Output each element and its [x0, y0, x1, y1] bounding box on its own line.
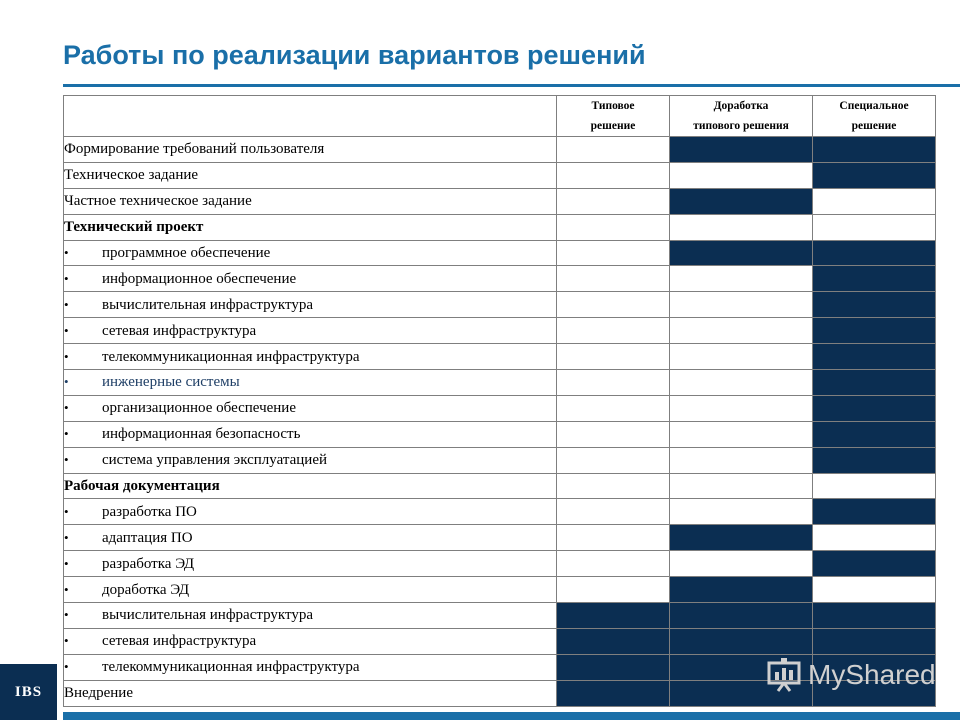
bullet-icon: •	[64, 529, 69, 545]
bullet-icon: •	[64, 348, 69, 364]
row-label	[64, 266, 557, 292]
cell-filled	[813, 292, 936, 318]
column-header-special	[813, 96, 936, 137]
row-label	[64, 344, 557, 370]
matrix-body	[64, 137, 936, 707]
cell-empty	[557, 577, 670, 603]
cell-empty	[557, 447, 670, 473]
cell-filled	[670, 137, 813, 163]
cell-empty	[670, 447, 813, 473]
row-label-text: Рабочая документация	[64, 478, 220, 495]
cell-empty	[557, 525, 670, 551]
cell-filled	[670, 240, 813, 266]
cell-empty	[557, 162, 670, 188]
table-row	[64, 395, 936, 421]
cell-filled	[670, 603, 813, 629]
row-label	[64, 214, 557, 240]
cell-empty	[557, 395, 670, 421]
row-label-text: информационное обеспечение	[102, 270, 297, 287]
bullet-icon: •	[64, 607, 69, 623]
row-label	[64, 162, 557, 188]
title-underline	[63, 84, 960, 87]
logo-text: IBS	[14, 683, 43, 700]
cell-filled	[813, 551, 936, 577]
bullet-icon: •	[64, 452, 69, 468]
cell-filled	[813, 447, 936, 473]
table-row	[64, 421, 936, 447]
cell-empty	[813, 473, 936, 499]
row-label	[64, 447, 557, 473]
bullet-icon: •	[64, 245, 69, 260]
cell-empty	[557, 421, 670, 447]
bullet-icon: •	[64, 633, 69, 649]
table-row	[64, 292, 936, 318]
row-label	[64, 292, 557, 318]
row-label-text: инженерные системы	[102, 374, 240, 391]
cell-empty	[670, 214, 813, 240]
row-label-text: Формирование требований пользователя	[64, 141, 325, 158]
cell-empty	[557, 292, 670, 318]
cell-empty	[557, 188, 670, 214]
cell-filled	[813, 162, 936, 188]
cell-filled	[813, 370, 936, 396]
cell-empty	[670, 551, 813, 577]
bullet-icon: •	[64, 426, 69, 442]
ibs-logo	[0, 664, 57, 720]
cell-empty	[670, 473, 813, 499]
cell-empty	[557, 318, 670, 344]
row-label-text: сетевая инфраструктура	[102, 322, 257, 339]
table-row	[64, 603, 936, 629]
cell-empty	[670, 421, 813, 447]
bottom-bar	[63, 712, 960, 720]
cell-filled	[557, 628, 670, 654]
cell-empty	[557, 551, 670, 577]
table-row	[64, 473, 936, 499]
cell-empty	[670, 344, 813, 370]
row-label	[64, 499, 557, 525]
row-label-text: телекоммуникационная инфраструктура	[102, 659, 360, 676]
row-label-text: разработка ПО	[102, 503, 197, 520]
cell-empty	[670, 318, 813, 344]
bullet-icon: •	[64, 374, 69, 390]
cell-filled	[813, 499, 936, 525]
cell-empty	[670, 395, 813, 421]
table-row	[64, 214, 936, 240]
column-header-line: Типовое	[591, 100, 635, 112]
row-label-text: система управления эксплуатацией	[102, 452, 327, 469]
table-row	[64, 551, 936, 577]
cell-filled	[557, 654, 670, 680]
cell-empty	[670, 162, 813, 188]
cell-filled	[670, 577, 813, 603]
table-row	[64, 525, 936, 551]
cell-empty	[670, 499, 813, 525]
cell-filled	[813, 318, 936, 344]
cell-filled	[670, 628, 813, 654]
bullet-icon: •	[64, 581, 69, 597]
cell-filled	[670, 188, 813, 214]
cell-empty	[813, 188, 936, 214]
table-row	[64, 344, 936, 370]
table-row	[64, 499, 936, 525]
row-label-text: вычислительная инфраструктура	[102, 296, 314, 313]
column-header-line: решение	[851, 120, 897, 132]
row-label	[64, 188, 557, 214]
row-label	[64, 577, 557, 603]
cell-filled	[813, 344, 936, 370]
row-label-text: разработка ЭД	[102, 555, 195, 572]
row-label-text: доработка ЭД	[102, 581, 190, 598]
table-row	[64, 240, 936, 266]
table-row	[64, 188, 936, 214]
bullet-icon: •	[64, 503, 69, 519]
row-label	[64, 318, 557, 344]
row-label	[64, 137, 557, 163]
cell-filled	[813, 395, 936, 421]
cell-filled	[557, 603, 670, 629]
table-row	[64, 370, 936, 396]
table-row	[64, 137, 936, 163]
table-row	[64, 162, 936, 188]
bullet-icon: •	[64, 270, 69, 286]
column-header-line: Доработка	[713, 100, 769, 112]
table-row	[64, 628, 936, 654]
cell-empty	[670, 266, 813, 292]
cell-filled	[813, 266, 936, 292]
cell-empty	[670, 370, 813, 396]
column-header-typical	[557, 96, 670, 137]
cell-filled	[813, 603, 936, 629]
row-label-text: Технический проект	[64, 219, 204, 236]
row-label	[64, 370, 557, 396]
row-label	[64, 421, 557, 447]
watermark-text: MyShared	[808, 659, 936, 690]
table-row	[64, 266, 936, 292]
header-corner	[64, 96, 557, 137]
cell-empty	[557, 473, 670, 499]
bullet-icon: •	[64, 659, 69, 675]
row-label	[64, 395, 557, 421]
cell-empty	[670, 292, 813, 318]
cell-empty	[557, 137, 670, 163]
table-row	[64, 447, 936, 473]
cell-filled	[670, 525, 813, 551]
bullet-icon: •	[64, 555, 69, 571]
row-label-text: адаптация ПО	[102, 529, 193, 546]
row-label-text: телекоммуникационная инфраструктура	[102, 348, 360, 365]
cell-empty	[557, 344, 670, 370]
row-label-text: организационное обеспечение	[102, 400, 296, 417]
column-header-line: Специальное	[839, 100, 909, 112]
bullet-icon: •	[64, 322, 69, 338]
row-label-text: сетевая инфраструктура	[102, 633, 257, 650]
cell-empty	[557, 499, 670, 525]
row-label	[64, 628, 557, 654]
column-header-line: типового решения	[693, 120, 789, 132]
row-label	[64, 680, 557, 706]
cell-empty	[557, 266, 670, 292]
cell-empty	[813, 214, 936, 240]
row-label-text: программное обеспечение	[102, 245, 271, 261]
row-label	[64, 473, 557, 499]
row-label-text: Техническое задание	[64, 167, 199, 184]
table-row	[64, 577, 936, 603]
cell-empty	[813, 525, 936, 551]
row-label-text: информационная безопасность	[102, 426, 301, 443]
cell-filled	[813, 628, 936, 654]
cell-empty	[813, 577, 936, 603]
row-label	[64, 551, 557, 577]
cell-empty	[557, 240, 670, 266]
column-header-refinement	[670, 96, 813, 137]
row-label	[64, 525, 557, 551]
page-title: Работы по реализации вариантов решений	[63, 40, 646, 70]
cell-filled	[557, 680, 670, 706]
bullet-icon: •	[64, 296, 69, 312]
cell-empty	[557, 214, 670, 240]
row-label	[64, 603, 557, 629]
cell-empty	[557, 370, 670, 396]
cell-filled	[813, 240, 936, 266]
cell-filled	[813, 137, 936, 163]
table-row	[64, 318, 936, 344]
solution-matrix	[63, 95, 936, 707]
cell-filled	[813, 421, 936, 447]
watermark	[766, 655, 936, 695]
presentation-icon	[766, 658, 802, 692]
column-header-line: решение	[590, 120, 636, 132]
row-label-text: Внедрение	[64, 685, 133, 702]
row-label	[64, 654, 557, 680]
row-label-text: вычислительная инфраструктура	[102, 607, 314, 624]
row-label	[64, 240, 557, 266]
header-row	[64, 96, 936, 137]
row-label-text: Частное техническое задание	[64, 193, 252, 210]
bullet-icon: •	[64, 400, 69, 416]
